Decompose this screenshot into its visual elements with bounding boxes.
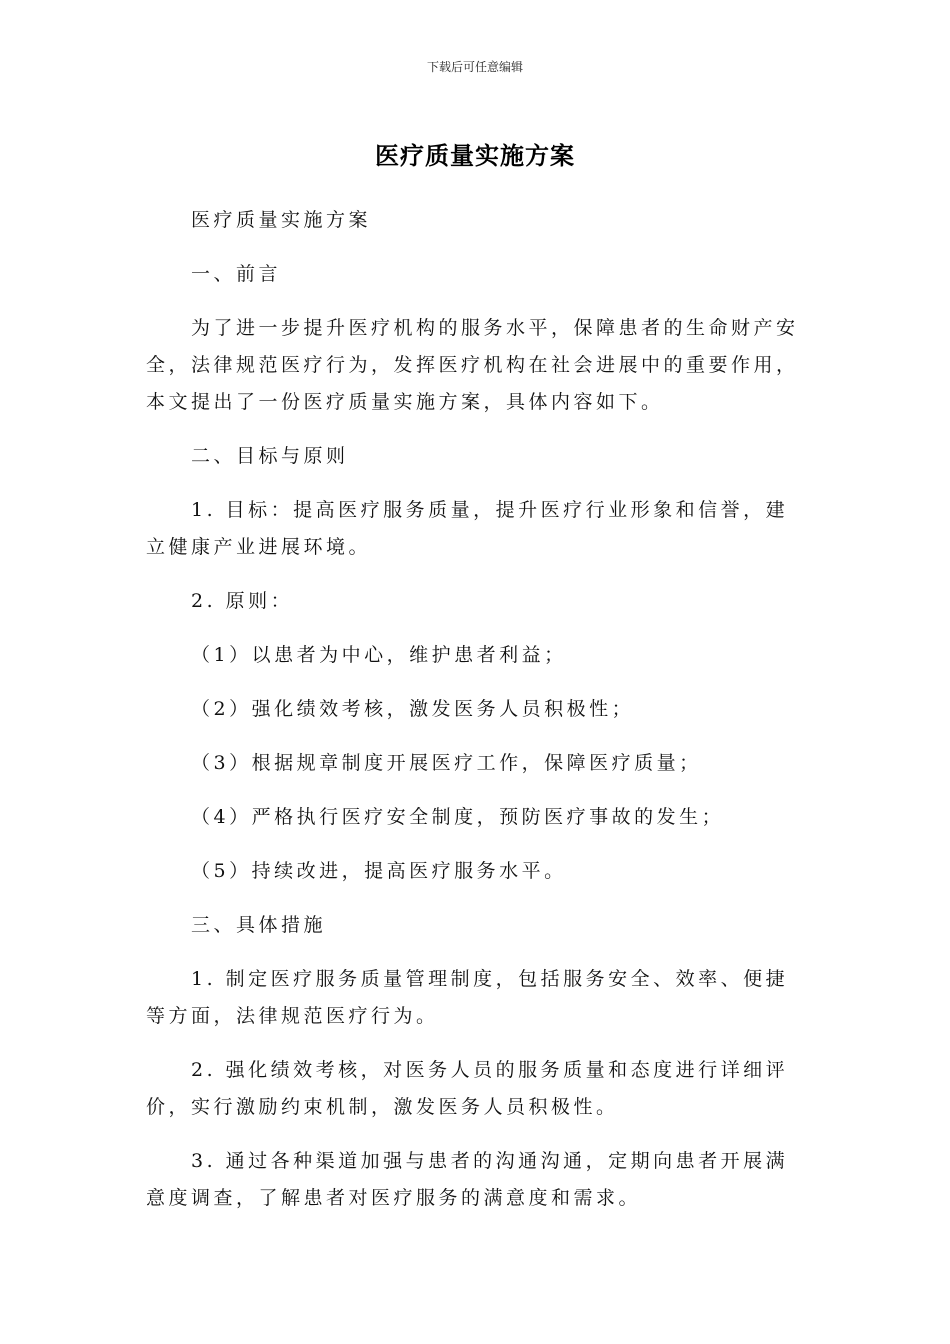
principle-item: （5）持续改进，提高医疗服务水平。 [191, 860, 567, 882]
section-heading-preface: 一、前言 [191, 263, 282, 285]
measure-item: 1. 制定医疗服务质量管理制度，包括服务安全、效率、便捷等方面，法律规范医疗行为。 [146, 968, 789, 1027]
principle-item: （2）强化绩效考核，激发医务人员积极性； [191, 698, 635, 720]
section-heading-measures: 三、具体措施 [191, 914, 327, 936]
paragraph-subtitle: 医疗质量实施方案 [191, 209, 372, 231]
principle-item: （4）严格执行医疗安全制度，预防医疗事故的发生； [191, 806, 725, 828]
document-body [146, 202, 806, 1234]
document-title: 医疗质量实施方案 [375, 142, 575, 170]
paragraph-preface: 为了进一步提升医疗机构的服务水平，保障患者的生命财产安全，法律规范医疗行为，发挥医疗机构在社会进展中的重要作用，本文提出了一份医疗质量实施方案，具体内容如下。 [146, 317, 799, 413]
principle-item: （1）以患者为中心，维护患者利益； [191, 644, 567, 666]
measure-item: 2. 强化绩效考核，对医务人员的服务质量和态度进行详细评价，实行激励约束机制，激发医务人员积极性。 [146, 1059, 789, 1118]
principle-item: （3）根据规章制度开展医疗工作，保障医疗质量； [191, 752, 702, 774]
paragraph-goal: 1. 目标：提高医疗服务质量，提升医疗行业形象和信誉，建立健康产业进展环境。 [146, 499, 789, 558]
header-note: 下载后可任意编辑 [426, 60, 523, 74]
paragraph-principles-heading: 2. 原则： [191, 590, 294, 612]
measure-item: 3. 通过各种渠道加强与患者的沟通沟通，定期向患者开展满意度调查，了解患者对医疗服务的满意度和需求。 [146, 1150, 789, 1209]
section-heading-goals: 二、目标与原则 [191, 445, 349, 467]
